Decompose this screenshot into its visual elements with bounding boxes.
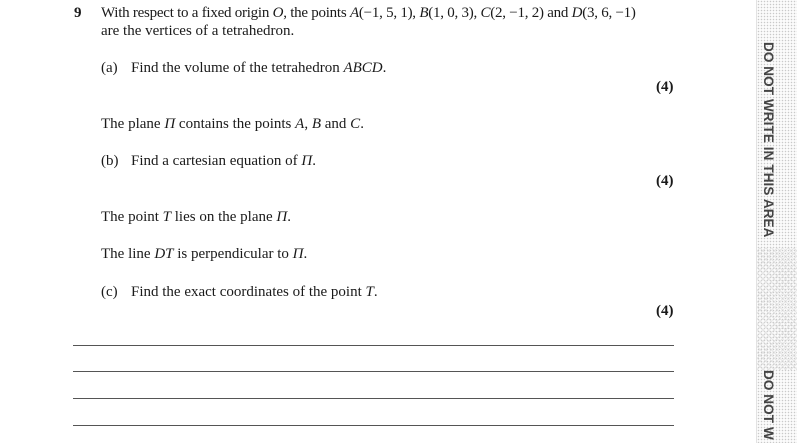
part-c-marks: (4)	[656, 303, 674, 319]
part-a-marks: (4)	[656, 79, 674, 95]
part-c	[101, 284, 378, 301]
stem-line-1: With respect to a fixed origin O, the points A(−1, 5, 1), B(1, 0, 3), C(2, −1, 2) and D(3, 6, −1)	[101, 5, 636, 21]
part-b-marks: (4)	[656, 173, 674, 189]
part-c-label: (c)	[101, 284, 118, 300]
part-a	[101, 60, 386, 77]
answer-line	[73, 425, 674, 426]
question-stem	[101, 4, 701, 40]
part-b-label: (b)	[101, 153, 119, 169]
statement-point-t: The point T lies on the plane Π.	[101, 209, 291, 225]
margin-hatch	[757, 248, 797, 370]
statement-plane: The plane Π contains the points A, B and C.	[101, 116, 364, 132]
answer-line	[73, 371, 674, 372]
part-c-text: Find the exact coordinates of the point T.	[131, 284, 378, 300]
answer-line	[73, 398, 674, 399]
margin-warning-partial: DO NOT W	[761, 370, 776, 440]
part-b-text: Find a cartesian equation of Π.	[131, 153, 316, 169]
part-a-text: Find the volume of the tetrahedron ABCD.	[131, 60, 387, 76]
part-a-label: (a)	[101, 60, 118, 76]
answer-line	[73, 345, 674, 346]
margin-warning: DO NOT WRITE IN THIS AREA	[761, 42, 776, 238]
stem-line-2: are the vertices of a tetrahedron.	[101, 23, 295, 39]
statement-line-dt: The line DT is perpendicular to Π.	[101, 246, 308, 262]
part-b	[101, 153, 316, 170]
question-number: 9	[74, 5, 82, 21]
